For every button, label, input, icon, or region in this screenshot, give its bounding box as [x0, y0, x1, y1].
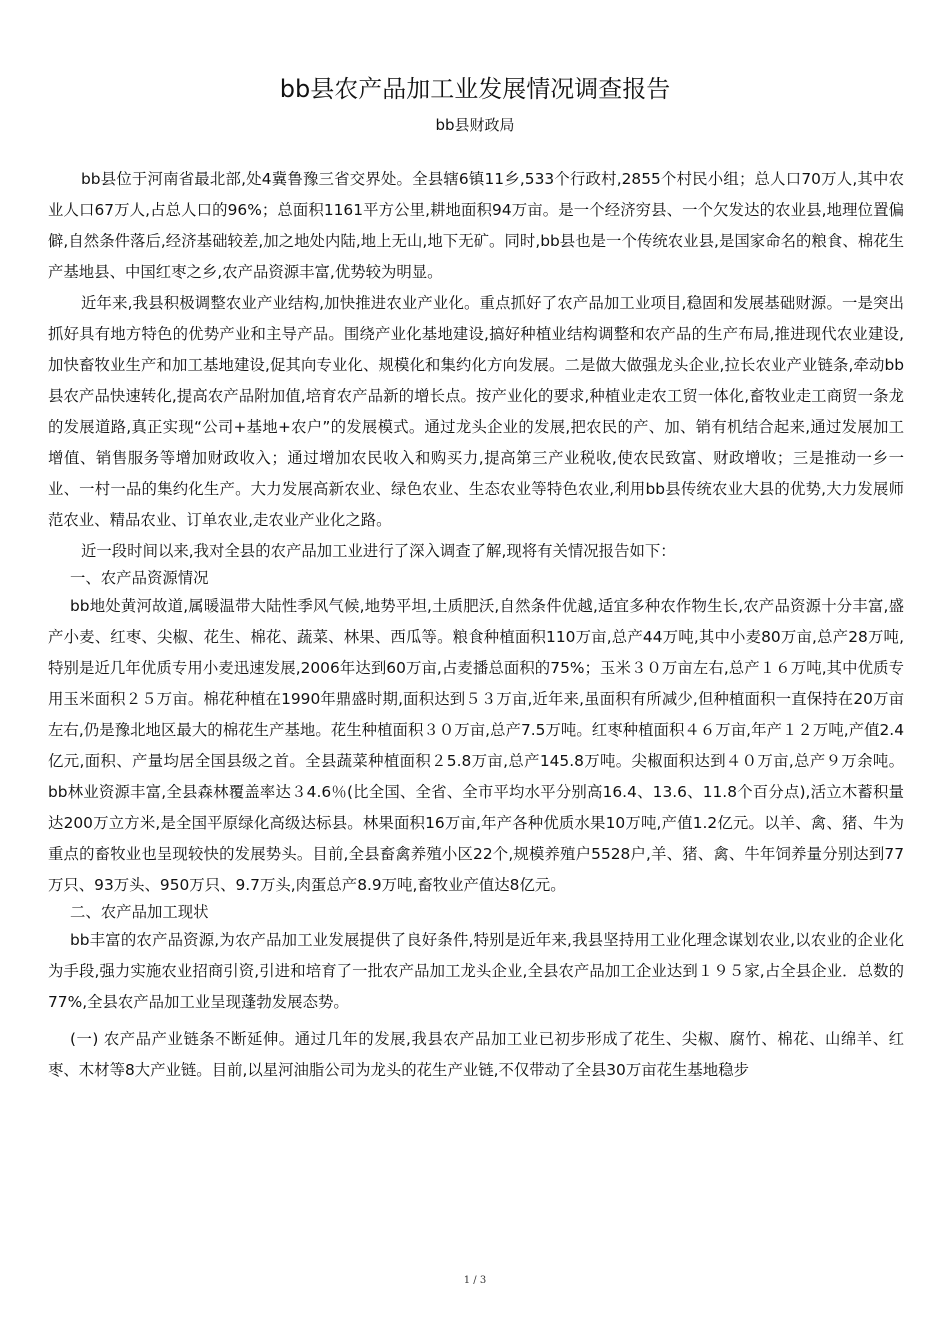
paragraph-resources: bb地处黄河故道,属暖温带大陆性季风气候,地势平坦,土质肥沃,自然条件优越,适宜多种农作物生长,农产品资源十分丰富,盛产小麦、红枣、尖椒、花生、棉花、蔬菜、林果、西瓜等。粮食种植面积110万亩,总产44万吨,其中小麦80万亩,总产28万吨,特别是近几年优质专用小麦迅速发展,2006年达到60万亩,占麦播总面积的75%；玉米３０万亩左右,总产１６万吨,其中优质专用玉米面积２５万亩。棉花种植在1990年鼎盛时期,面积达到５３万亩,近年来,虽面积有所减少,但种植面积一直保持在20万亩左右,仍是豫北地区最大的棉花生产基地。花生种植面积３０万亩,总产7.5万吨。红枣种植面积４６万亩,年产１２万吨,产值2.4亿元,面积、产量均居全国县级之首。全县蔬菜种植面积２5.8万亩,总产145.8万吨。尖椒面积达到４０万亩,总产９万余吨。bb林业资源丰富,全县森林覆盖率达３4.6％(比全国、全省、全市平均水平分别高16.4、13.6、11.8个百分点),活立木蓄积量达200万立方米,是全国平原绿化高级达标县。林果面积16万亩,年产各种优质水果10万吨,产值1.2亿元。以羊、禽、猪、牛为重点的畜牧业也呈现较快的发展势头。目前,全县畜禽养殖小区22个,规模养殖户5528户,羊、猪、禽、牛年饲养量分别达到77万只、93万头、950万只、9.7万头,肉蛋总产8.9万吨,畜牧业产值达8亿元。 — [48, 597, 904, 894]
paragraph-processing: bb丰富的农产品资源,为农产品加工业发展提供了良好条件,特别是近年来,我县坚持用工业化理念谋划农业,以农业的企业化为手段,强力实施农业招商引资,引进和培育了一批农产品加工龙头企业,全县农产品加工企业达到１９５家,占全县企业．总数的77%,全县农产品加工业呈现蓬勃发展态势。 — [48, 931, 904, 1011]
document-body — [48, 164, 904, 1086]
paragraph-survey: 近一段时间以来,我对全县的农产品加工业进行了深入调查了解,现将有关情况报告如下： — [81, 542, 676, 560]
page-number: 1 / 3 — [463, 1275, 487, 1286]
paragraph-industry: 近年来,我县积极调整农业产业结构,加快推进农业产业化。重点抓好了农产品加工业项目,稳固和发展基础财源。一是突出抓好具有地方特色的优势产业和主导产品。围绕产业化基地建设,搞好种植业结构调整和农产品的生产布局,推进现代农业建设,加快畜牧业生产和加工基地建设,促其向专业化、规模化和集约化方向发展。二是做大做强龙头企业,拉长农业产业链条,牵动bb县农产品快速转化,提高农产品附加值,培育农产品新的增长点。按产业化的要求,种植业走农工贸一体化,畜牧业走工商贸一条龙的发展道路,真正实现“公司+基地+农户”的发展模式。通过龙头企业的发展,把农民的产、加、销有机结合起来,通过发展加工增值、销售服务等增加财政收入；通过增加农民收入和购买力,提高第三产业税收,使农民致富、财政增收；三是推动一乡一业、一村一品的集约化生产。大力发展高新农业、绿色农业、生态农业等特色农业,利用bb县传统农业大县的优势,大力发展师范农业、精品农业、订单农业,走农业产业化之路。 — [48, 294, 904, 529]
paragraph-intro: bb县位于河南省最北部,处4冀鲁豫三省交界处。全县辖6镇11乡,533个行政村,2855个村民小组；总人口70万人,其中农业人口67万人,占总人口的96%；总面积1161平方公里,耕地面积94万亩。是一个经济穷县、一个欠发达的农业县,地理位置偏僻,自然条件落后,经济基础较差,加之地处内陆,地上无山,地下无矿。同时,bb县也是一个传统农业县,是国家命名的粮食、棉花生产基地县、中国红枣之乡,农产品资源丰富,优势较为明显。 — [48, 170, 904, 281]
section-heading-processing: 二、农产品加工现状 — [70, 903, 209, 921]
paragraph-industry-chain: (一) 农产品产业链条不断延伸。通过几年的发展,我县农产品加工业已初步形成了花生、尖椒、腐竹、棉花、山绵羊、红枣、木材等8大产业链。目前,以星河油脂公司为龙头的花生产业链,不仅带动了全县30万亩花生基地稳步 — [48, 1030, 904, 1079]
document-author: bb县财政局 — [435, 116, 515, 134]
section-heading-resources: 一、农产品资源情况 — [70, 569, 209, 587]
document-title: bb县农产品加工业发展情况调查报告 — [279, 75, 671, 103]
